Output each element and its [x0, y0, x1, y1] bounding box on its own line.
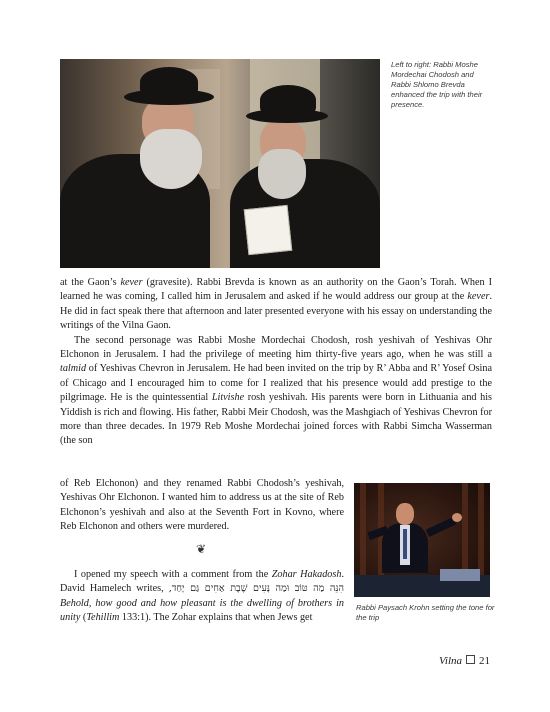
square-separator-icon: [466, 655, 475, 664]
hebrew-verse: הִנֵּה מַה טּוֹב וּמַה נָּעִים שֶׁבֶת אַחִים גַּם יָחַד,: [168, 583, 344, 595]
paragraph-2-continued: of Reb Elchonon) and they renamed Rabbi Chodosh’s yeshivah, Yeshivas Ohr Elchonon. I wanted him to address us at the site of Reb Elchonon’s yeshivah and also at the Seventh Fort in Kovno, where Reb Elchonon and others were murdered.: [60, 478, 344, 533]
running-title: Vilna: [438, 655, 462, 667]
main-text-block: [60, 276, 492, 449]
section-ornament-icon: ❦: [195, 542, 207, 556]
page-folio: [439, 655, 490, 667]
paragraph-1: at the Gaon’s kever (gravesite). Rabbi Brevda is known as an authority on the Gaon’s Torah. When I learned he was coming, I called him in Jerusalem and asked if he would address our group at the kever. He did in fact speak there that afternoon and later presented everyone with his essay on understanding the writings of the Vilna Gaon.: [60, 277, 492, 332]
paragraph-2: The second personage was Rabbi Moshe Mordechai Chodosh, rosh yeshivah of Yeshivas Ohr Elchonon in Jerusalem. I had the privilege of meeting him thirty-five years ago, when he was still a talmid of Yeshivas Chevron in Jerusalem. He had been invited on the trip by R’ Abba and R’ Yosef Osina of Chicago and I encouraged him to come for I realized that his presence would add prestige to the pilgrimage. He is the quintessential Litvishe rosh yeshivah. His parents were born in Lithuania and his Yiddish is rich and flowing. His father, Rabbi Meir Chodosh, was the Mashgiach of Yeshivas Chevron for more than three decades. In 1979 Reb Moshe Mordechai joined forces with Rabbi Simcha Wasserman (the son: [60, 334, 492, 447]
photo-rabbis-chodosh-brevda: [60, 59, 380, 268]
photo-caption-bottom: Rabbi Paysach Krohn setting the tone for the trip: [356, 603, 495, 622]
narrow-text-block: [60, 477, 344, 535]
page-number: 21: [479, 655, 490, 667]
photo-rabbi-krohn: [354, 483, 490, 597]
lower-text-block: [60, 568, 344, 626]
photo-caption-top: Left to right: Rabbi Moshe Mordechai Chodosh and Rabbi Shlomo Brevda enhanced the trip with their presence.: [391, 60, 483, 109]
paragraph-3: I opened my speech with a comment from the Zohar Hakadosh. David Hamelech writes, הִנֵּה מַה טּוֹב וּמַה נָּעִים שֶׁבֶת אַחִים גַּם יָחַד, Behold, how good and how pleasant is the dwelling of brothers in unity (Tehillim 133:1). The Zohar explains that when Jews get: [60, 569, 344, 624]
